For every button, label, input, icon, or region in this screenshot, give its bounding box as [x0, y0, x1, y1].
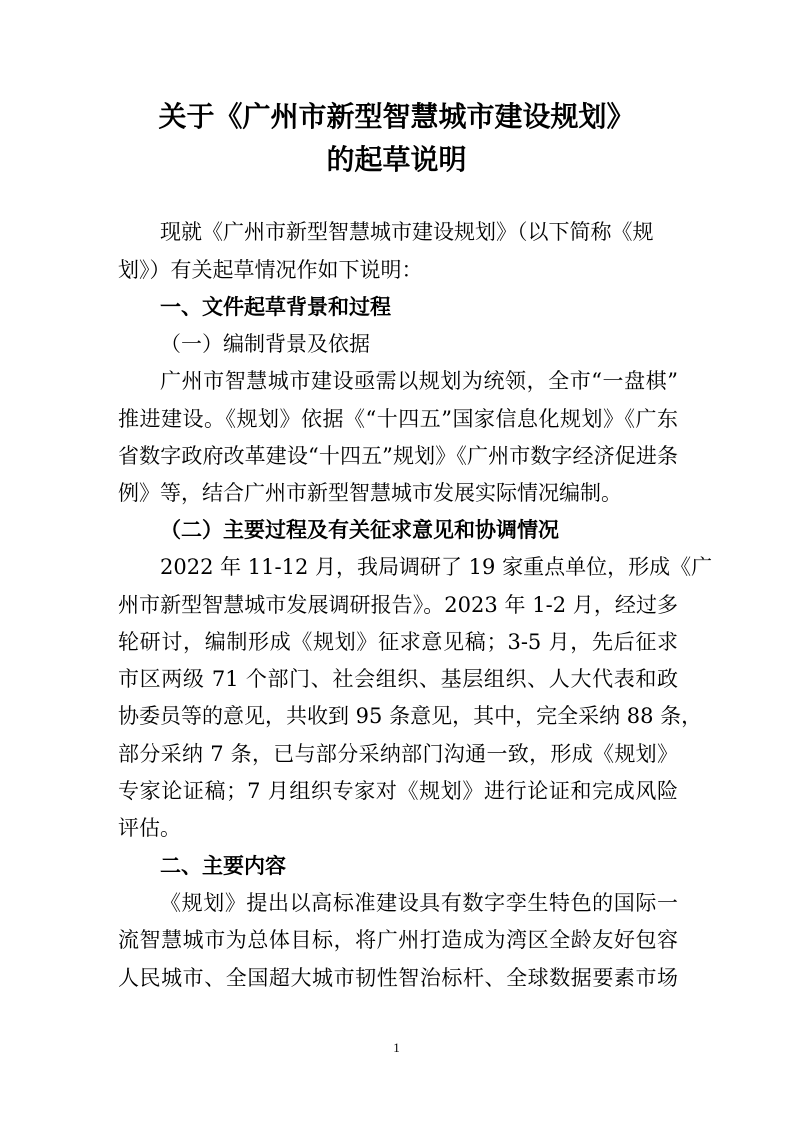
paragraph-process-line-1: 2022 年 11-12 月，我局调研了 19 家重点单位，形成《广: [160, 555, 713, 579]
page-number: 1: [393, 1040, 400, 1055]
paragraph-process-line-3: 轮研讨，编制形成《规划》征求意见稿；3-5 月，先后征求: [118, 630, 678, 654]
paragraph-content-line-1: 《规划》提出以高标准建设具有数字孪生特色的国际一: [160, 891, 678, 915]
subsection-heading-1: （一）编制背景及依据: [160, 332, 370, 356]
paragraph-intro-line-1: 现就《广州市新型智慧城市建设规划》（以下简称《规: [160, 220, 654, 244]
paragraph-background-line-4: 例》等，结合广州市新型智慧城市发展实际情况编制。: [118, 481, 622, 505]
document-title-line-2: 的起草说明: [326, 143, 467, 176]
paragraph-process-line-6: 部分采纳 7 条，已与部分采纳部门沟通一致，形成《规划》: [118, 742, 678, 766]
paragraph-background-line-1: 广州市智慧城市建设亟需以规划为统领，全市“一盘棋”: [160, 369, 678, 393]
section-heading-2: 二、主要内容: [160, 854, 286, 878]
document-title-line-1: 关于《广州市新型智慧城市建设规划》: [158, 100, 635, 133]
paragraph-process-line-4: 市区两级 71 个部门、社会组织、基层组织、人大代表和政: [118, 667, 678, 691]
paragraph-process-line-7: 专家论证稿；7 月组织专家对《规划》进行论证和完成风险: [118, 779, 678, 803]
section-heading-1: 一、文件起草背景和过程: [160, 295, 391, 319]
paragraph-process-line-8: 评估。: [118, 816, 181, 840]
paragraph-process-line-5: 协委员等的意见，共收到 95 条意见，其中，完全采纳 88 条，: [118, 704, 703, 728]
paragraph-background-line-3: 省数字政府改革建设“十四五”规划》《广州市数字经济促进条: [118, 444, 678, 468]
paragraph-content-line-2: 流智慧城市为总体目标，将广州打造成为湾区全龄友好包容: [118, 928, 678, 952]
paragraph-background-line-2: 推进建设。《规划》依据《“十四五”国家信息化规划》《广东: [118, 407, 678, 431]
paragraph-content-line-3: 人民城市、全国超大城市韧性智治标杆、全球数据要素市场: [118, 966, 678, 990]
subsection-heading-2: （二）主要过程及有关征求意见和协调情况: [160, 517, 559, 542]
paragraph-process-line-2: 州市新型智慧城市发展调研报告》。2023 年 1-2 月，经过多: [118, 593, 678, 617]
paragraph-intro-line-2: 划》）有关起草情况作如下说明：: [118, 258, 423, 282]
